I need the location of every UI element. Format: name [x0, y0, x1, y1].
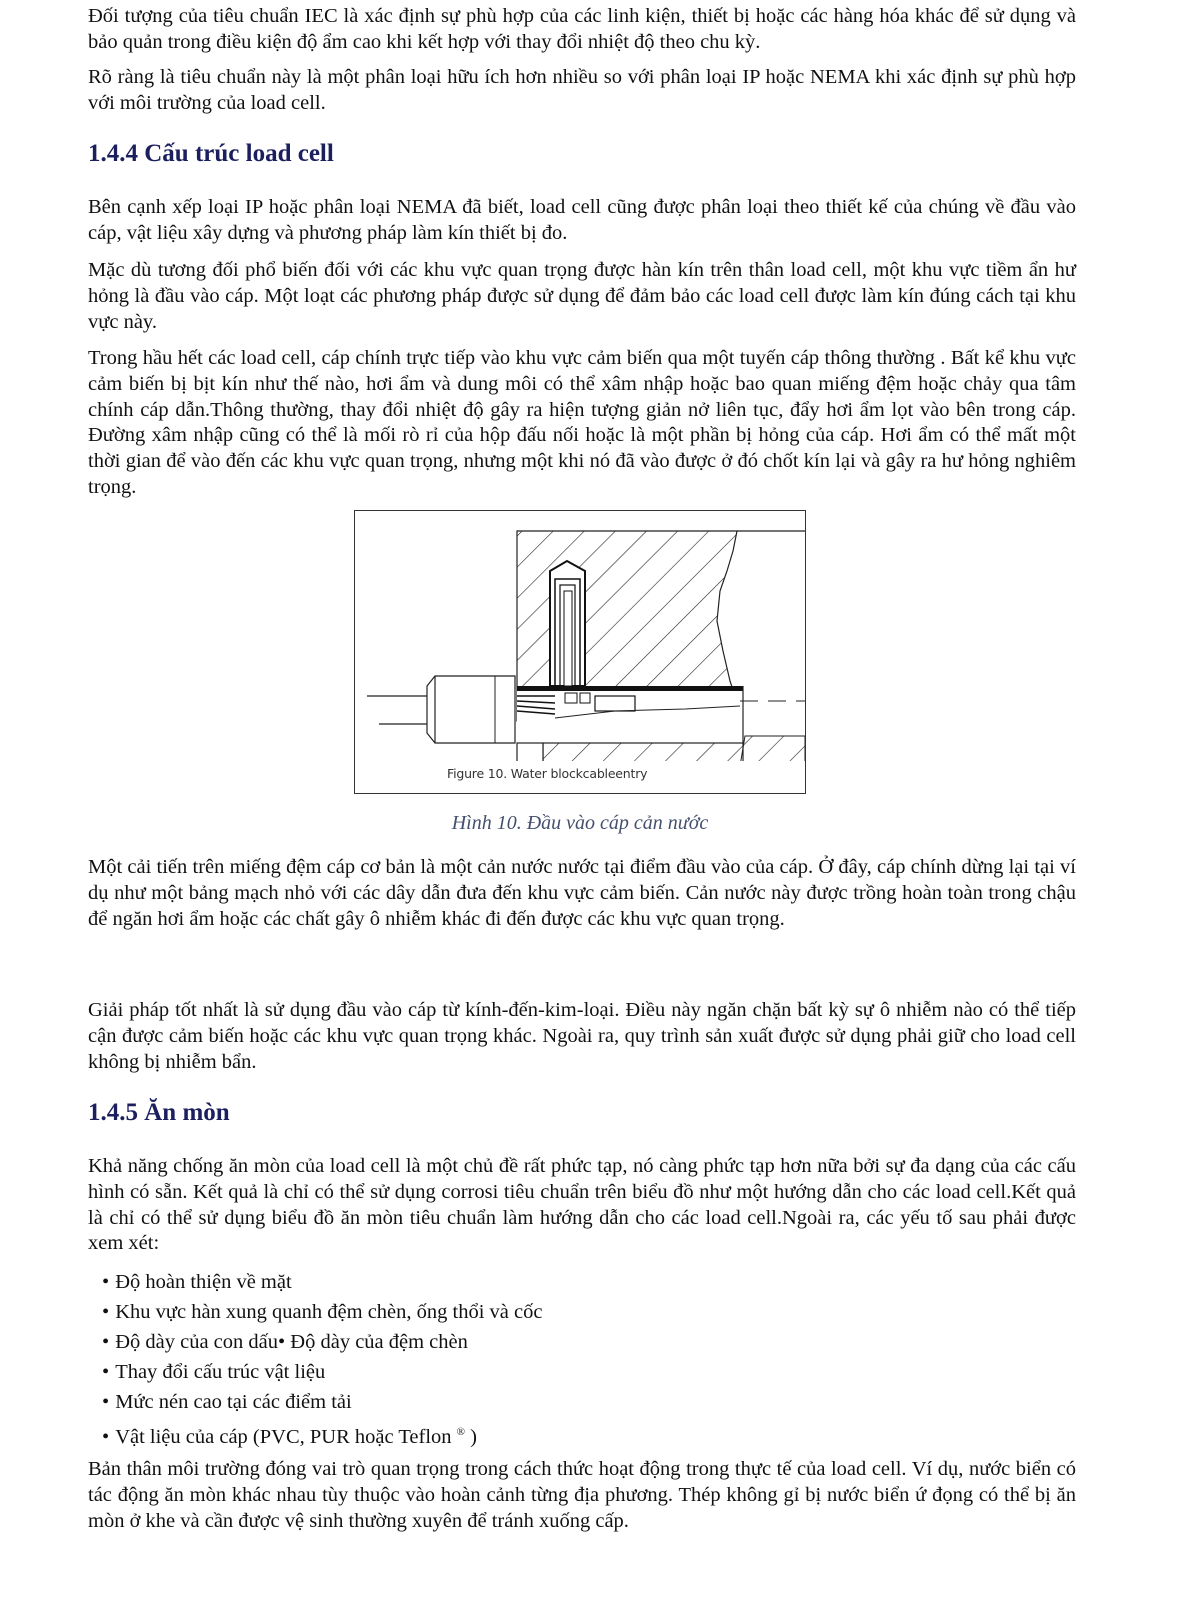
paragraph-environment: Bản thân môi trường đóng vai trò quan trọng trong cách thức hoạt động trong thực tế của load cell. Ví dụ, nước biển có tác động ăn mòn khác nhau tùy thuộc vào hoàn cảnh từng địa phương. Thép không gỉ bị nước biển ứ đọng có thể bị ăn mòn ở khe và cần được vệ sinh thường xuyên để tránh xuống cấp. — [88, 1458, 1076, 1532]
corrosion-factors-list — [88, 1267, 542, 1452]
paragraph-cable-entry-risk: Mặc dù tương đối phổ biến đối với các khu vực quan trọng được hàn kín trên thân load cell, một khu vực tiềm ẩn hư hỏng là đầu vào cáp. Một loạt các phương pháp được sử dụng để đảm bảo các load cell được làm kín đúng cách tại khu vực này. — [88, 259, 1076, 333]
list-item: • Mức nén cao tại các điểm tải — [102, 1387, 542, 1417]
figure-inner-caption: Figure 10. Water blockcableentry — [447, 766, 648, 781]
list-item: • Vật liệu của cáp (PVC, PUR hoặc Teflon ® ) — [102, 1417, 542, 1452]
section-heading-load-cell-structure: 1.4.4 Cấu trúc load cell — [88, 140, 334, 167]
registered-trademark-mark: ® — [456, 1426, 466, 1438]
list-item: • Khu vực hàn xung quanh đệm chèn, ống thổi và cốc — [102, 1297, 542, 1327]
paragraph-water-block: Một cải tiến trên miếng đệm cáp cơ bản là một cản nước nước tại điểm đầu vào của cáp. Ở đây, cáp chính dừng lại tại ví dụ như một bảng mạch nhỏ với các dây dẫn đưa đến khu vực cảm biến. Cản nước này được trồng hoàn toàn trong chậu để ngăn hơi ẩm hoặc các chất gây ô nhiễm khác đi đến được các khu vực quan trọng. — [88, 856, 1076, 930]
list-item: • Thay đổi cấu trúc vật liệu — [102, 1357, 542, 1387]
cable-entry-diagram — [355, 511, 805, 761]
figure-caption: Hình 10. Đầu vào cáp cản nước — [451, 812, 709, 834]
paragraph-iec-objective: Đối tượng của tiêu chuẩn IEC là xác định sự phù hợp của các linh kiện, thiết bị hoặc các hàng hóa khác để sử dụng và bảo quản trong điều kiện độ ẩm cao khi kết hợp với thay đổi nhiệt độ theo chu kỳ. — [88, 5, 1076, 53]
list-item: • Độ hoàn thiện về mặt — [102, 1267, 542, 1297]
paragraph-glass-to-metal: Giải pháp tốt nhất là sử dụng đầu vào cáp từ kính-đến-kim-loại. Điều này ngăn chặn bất kỳ sự ô nhiễm nào có thể tiếp cận được cảm biến hoặc các khu vực quan trọng khác. Ngoài ra, quy trình sản xuất được sử dụng phải giữ cho load cell không bị nhiễm bẩn. — [88, 999, 1076, 1073]
section-heading-corrosion: 1.4.5 Ăn mòn — [88, 1099, 230, 1126]
paragraph-classification: Bên cạnh xếp loại IP hoặc phân loại NEMA đã biết, load cell cũng được phân loại theo thiết kế của chúng về đầu vào cáp, vật liệu xây dựng và phương pháp làm kín thiết bị đo. — [88, 196, 1076, 244]
paragraph-corrosion-resistance: Khả năng chống ăn mòn của load cell là một chủ đề rất phức tạp, nó càng phức tạp hơn nữa bởi sự đa dạng của các cấu hình có sẵn. Kết quả là chỉ có thể sử dụng corrosi tiêu chuẩn trên biểu đồ như một hướng dẫn cho các load cell.Kết quả là chỉ có thể sử dụng biểu đồ ăn mòn tiêu chuẩn làm hướng dẫn cho các load cell.Ngoài ra, các yếu tố sau phải được xem xét: — [88, 1155, 1076, 1255]
list-item: • Độ dày của con dấu• Độ dày của đệm chèn — [102, 1327, 542, 1357]
paragraph-moisture-ingress: Trong hầu hết các load cell, cáp chính trực tiếp vào khu vực cảm biến qua một tuyến cáp thông thường . Bất kể khu vực cảm biến bị bịt kín như thế nào, hơi ẩm và dung môi có thể xâm nhập hoặc bao quan miếng đệm hoặc chảy qua tâm chính cáp dẫn.Thông thường, thay đổi nhiệt độ gây ra hiện tượng giản nở liên tục, đẩy hơi ẩm lọt vào bên trong cáp. Đường xâm nhập cũng có thể là mối rò rỉ của hộp đấu nối hoặc là một phần bị hỏng của cáp. Hơi ẩm có thể mất một thời gian để vào đến các khu vực quan trọng, nhưng một khi nó đã vào được ở đó chốt kín lại và gây ra hư hỏng nghiêm trọng. — [88, 347, 1076, 498]
paragraph-iec-usefulness: Rõ ràng là tiêu chuẩn này là một phân loại hữu ích hơn nhiều so với phân loại IP hoặc NEMA khi xác định sự phù hợp với môi trường của load cell. — [88, 66, 1076, 114]
figure-water-block-cable-entry — [354, 510, 806, 794]
